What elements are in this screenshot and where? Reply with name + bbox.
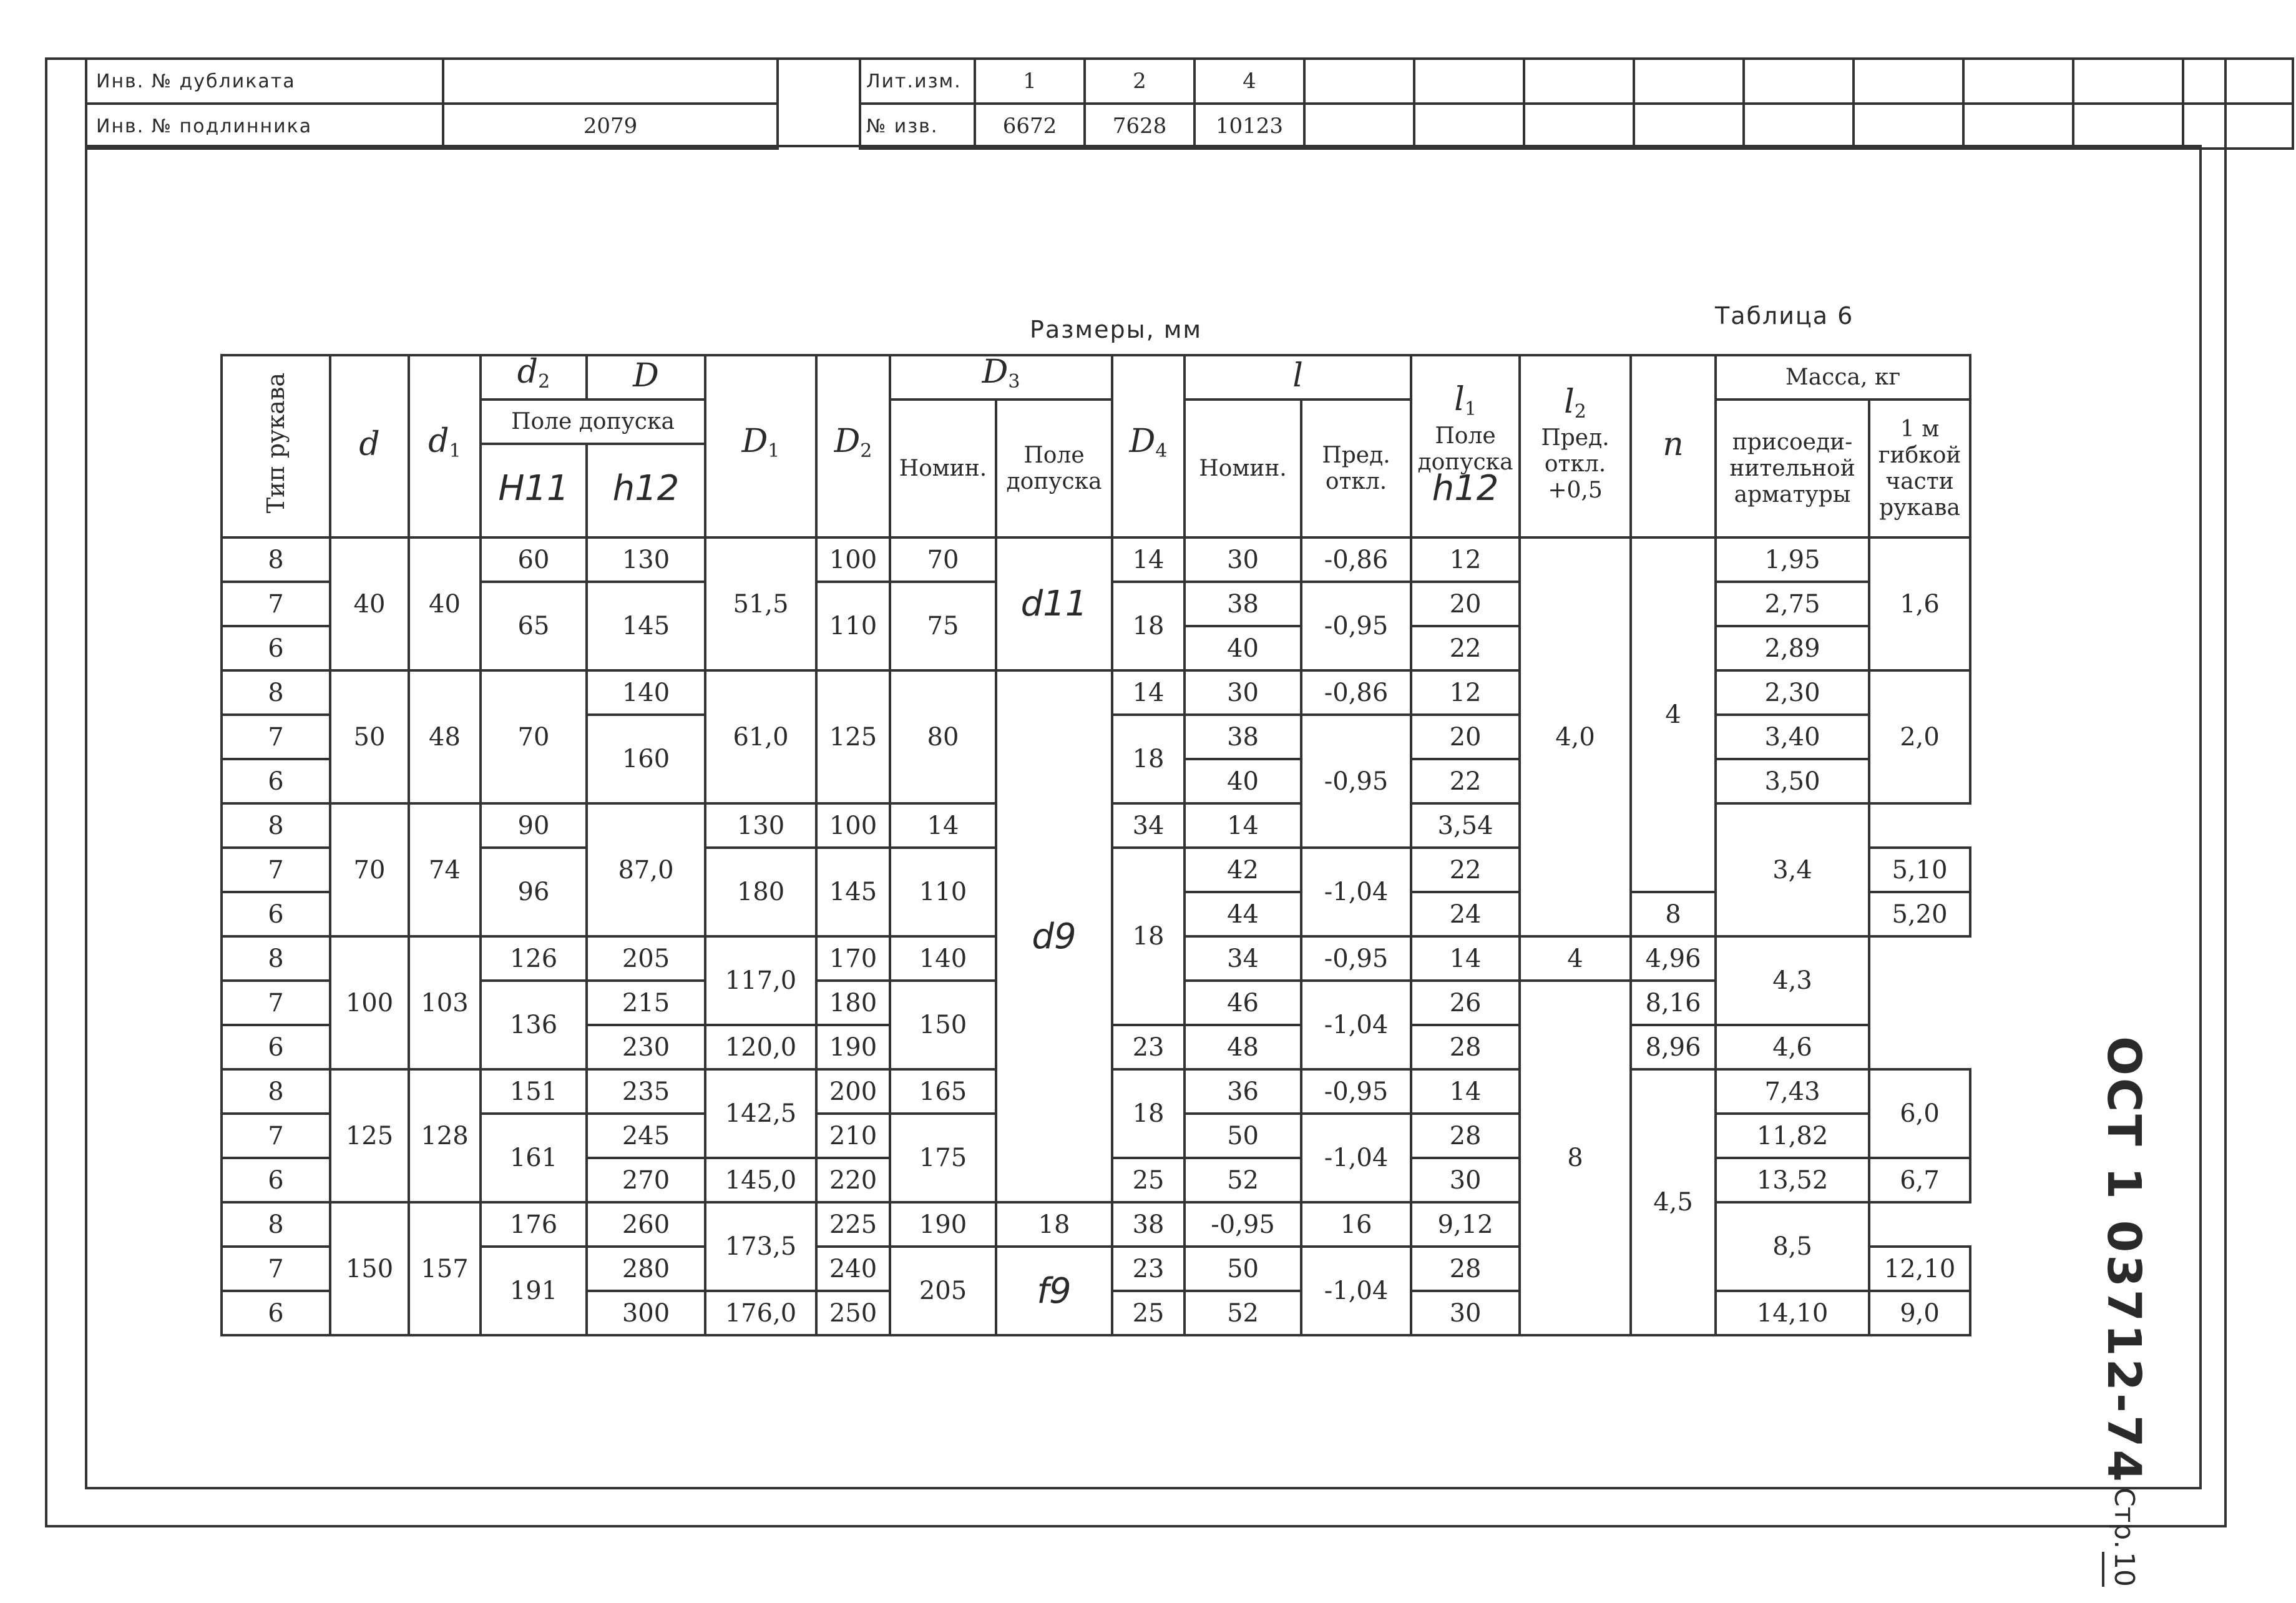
l2-cell: 4,5 <box>1631 1069 1716 1335</box>
mass-hose-cell: 8,5 <box>1716 1202 1869 1291</box>
izv-cell <box>1304 104 1414 149</box>
mass-fitting-cell: 5,10 <box>1869 848 1970 892</box>
l1-cell: 24 <box>1411 892 1520 936</box>
D2-cell: 210 <box>816 1114 890 1158</box>
d-cell: 50 <box>330 670 409 803</box>
D4-cell: 23 <box>1112 1025 1185 1069</box>
d2-cell: 70 <box>481 670 587 803</box>
D4-cell: 14 <box>890 803 996 848</box>
l1-cell: 14 <box>1411 1069 1520 1114</box>
D-cell: 235 <box>587 1069 705 1114</box>
l1-cell: 20 <box>1411 582 1520 626</box>
duplicate-label: Инв. № дубликата <box>86 59 443 104</box>
izv-cell <box>1414 104 1524 149</box>
mass-fitting-cell: 12,10 <box>1869 1247 1970 1291</box>
l-nom-cell: 36 <box>1185 1069 1301 1114</box>
D3-nom-cell: 140 <box>890 936 996 981</box>
lit-cell <box>1414 59 1524 104</box>
mass-fitting-cell: 7,43 <box>1716 1069 1869 1114</box>
type-cell: 7 <box>222 981 330 1025</box>
D2-cell: 240 <box>816 1247 890 1291</box>
D3-nom-cell: 110 <box>890 848 996 936</box>
lit-cell <box>1854 59 1963 104</box>
mass-hose-cell: 6,7 <box>1869 1158 1970 1202</box>
l-dev-cell: -0,95 <box>1185 1202 1301 1247</box>
d2-cell: 60 <box>481 537 587 582</box>
D1-cell: 176,0 <box>705 1291 816 1335</box>
d2-cell: 191 <box>481 1247 587 1335</box>
D4-cell: 18 <box>1112 1069 1185 1158</box>
header-d2: $d_2$ <box>481 355 587 400</box>
D-cell: 300 <box>587 1291 705 1335</box>
D-cell: 140 <box>587 670 705 715</box>
l1-cell: 28 <box>1411 1114 1520 1158</box>
D-cell: 260 <box>587 1202 705 1247</box>
mass-fitting-cell: 3,54 <box>1411 803 1520 848</box>
D4-cell: 18 <box>1112 582 1185 670</box>
original-label: Инв. № подлинника <box>86 104 443 149</box>
izv-row <box>860 104 2293 149</box>
l-nom-cell: 34 <box>1112 803 1185 848</box>
header-l-nomin: Номин. <box>1185 400 1301 537</box>
D2-cell: 170 <box>816 936 890 981</box>
l-dev-cell: -0,95 <box>1301 715 1411 848</box>
D2-cell: 250 <box>816 1291 890 1335</box>
type-cell: 6 <box>222 1158 330 1202</box>
type-cell: 6 <box>222 892 330 936</box>
type-cell: 8 <box>222 803 330 848</box>
mass-hose-cell: 3,4 <box>1716 803 1869 936</box>
mass-fitting-cell: 3,40 <box>1716 715 1869 759</box>
n-cell: 8 <box>1520 981 1631 1335</box>
lit-cell <box>1524 59 1634 104</box>
lit-label: Лит.изм. <box>860 59 975 104</box>
D4-cell: 25 <box>1112 1158 1185 1202</box>
header-D4: $D_4$ <box>1112 355 1185 537</box>
D-cell: 230 <box>587 1025 705 1069</box>
D2-cell: 200 <box>816 1069 890 1114</box>
header-D: D <box>587 355 705 400</box>
l-nom-cell: 52 <box>1185 1291 1301 1335</box>
type-cell: 6 <box>222 626 330 670</box>
D3-field-cell: d11 <box>996 537 1112 670</box>
mass-fitting-cell: 9,12 <box>1411 1202 1520 1247</box>
lit-cell <box>1304 59 1414 104</box>
l-dev-cell: -0,86 <box>1301 537 1411 582</box>
header-l-dev: Пред. откл. <box>1301 400 1411 537</box>
d2-cell: 65 <box>481 582 587 670</box>
D4-cell: 23 <box>1112 1247 1185 1291</box>
duplicate-row <box>86 59 778 104</box>
izv-cell <box>2183 104 2293 149</box>
D1-cell: 87,0 <box>587 803 705 936</box>
d-cell: 100 <box>330 936 409 1069</box>
d1-cell: 103 <box>409 936 481 1069</box>
izv-label: № изв. <box>860 104 975 149</box>
D-cell: 205 <box>587 936 705 981</box>
header-H11: H11 <box>481 444 587 537</box>
lit-cell <box>1634 59 1744 104</box>
d1-cell: 40 <box>409 537 481 670</box>
l1-cell: 22 <box>1411 848 1520 892</box>
D3-nom-cell: 205 <box>890 1247 996 1335</box>
l-nom-cell: 50 <box>1185 1247 1301 1291</box>
l-dev-cell: -0,95 <box>1301 936 1411 981</box>
header-l1: $l_1$ Поле допуска h12 <box>1411 355 1520 537</box>
l-nom-cell: 38 <box>1185 715 1301 759</box>
header-n: n <box>1631 355 1716 537</box>
mass-fitting-cell: 8,16 <box>1631 981 1716 1025</box>
D-cell: 280 <box>587 1247 705 1291</box>
d1-cell: 157 <box>409 1202 481 1335</box>
D3-nom-cell: 75 <box>890 582 996 670</box>
mass-fitting-cell: 14,10 <box>1716 1291 1869 1335</box>
D3-nom-cell: 165 <box>890 1069 996 1114</box>
type-cell: 6 <box>222 759 330 803</box>
lit-cell <box>1963 59 2073 104</box>
D-cell: 245 <box>587 1114 705 1158</box>
mass-hose-cell: 9,0 <box>1869 1291 1970 1335</box>
D3-nom-cell: 150 <box>890 981 996 1069</box>
D1-cell: 142,5 <box>705 1069 816 1158</box>
header-h12: h12 <box>587 444 705 537</box>
mass-hose-cell: 4,6 <box>1716 1025 1869 1069</box>
inventory-stamp <box>85 57 779 150</box>
header-mass-fitting: присоеди- нительной арматуры <box>1716 400 1869 537</box>
header-tolerance: Поле допуска <box>481 400 705 444</box>
l-dev-cell: -1,04 <box>1301 1247 1411 1335</box>
header-D3-nomin: Номин. <box>890 400 996 537</box>
type-cell: 8 <box>222 936 330 981</box>
l-nom-cell: 44 <box>1185 892 1301 936</box>
l-nom-cell: 40 <box>1185 626 1301 670</box>
D3-field-cell: f9 <box>996 1247 1112 1335</box>
type-cell: 8 <box>222 537 330 582</box>
l1-cell: 12 <box>1411 537 1520 582</box>
table-number: Таблица 6 <box>1715 302 1854 330</box>
l1-cell: 28 <box>1411 1247 1520 1291</box>
l-nom-cell: 38 <box>1185 582 1301 626</box>
mass-fitting-cell: 2,75 <box>1716 582 1869 626</box>
D2-cell: 190 <box>816 1025 890 1069</box>
type-cell: 7 <box>222 848 330 892</box>
l-nom-cell: 48 <box>1185 1025 1301 1069</box>
lit-cell: 1 <box>975 59 1085 104</box>
D4-cell: 14 <box>1112 537 1185 582</box>
D3-nom-cell: 190 <box>890 1202 996 1247</box>
header-mass-hose: 1 м гибкой части рукава <box>1869 400 1970 537</box>
n-cell: 8 <box>1631 892 1716 936</box>
d1-cell: 128 <box>409 1069 481 1202</box>
l1-cell: 14 <box>1411 936 1520 981</box>
D2-cell: 145 <box>816 848 890 936</box>
l1-cell: 20 <box>1411 715 1520 759</box>
d2-cell: 136 <box>481 981 587 1069</box>
D4-cell: 18 <box>996 1202 1112 1247</box>
lit-cell <box>1744 59 1854 104</box>
l-nom-cell: 30 <box>1185 670 1301 715</box>
D2-cell: 180 <box>816 981 890 1025</box>
type-cell: 8 <box>222 670 330 715</box>
type-cell: 8 <box>222 1069 330 1114</box>
l-nom-cell: 42 <box>1185 848 1301 892</box>
header-D1: $D_1$ <box>705 355 816 537</box>
izv-cell <box>2073 104 2183 149</box>
header-l2: $l_2$ Пред. откл. +0,5 <box>1520 355 1631 537</box>
d2-cell: 126 <box>481 936 587 981</box>
d-cell: 150 <box>330 1202 409 1335</box>
D-cell: 130 <box>587 537 705 582</box>
izv-cell: 10123 <box>1194 104 1304 149</box>
D2-cell: 100 <box>816 537 890 582</box>
D3-nom-cell: 70 <box>890 537 996 582</box>
type-cell: 7 <box>222 582 330 626</box>
lit-row <box>860 59 2293 104</box>
D4-cell: 18 <box>1112 848 1185 1025</box>
D2-cell: 220 <box>816 1158 890 1202</box>
d1-cell: 74 <box>409 803 481 936</box>
l-dev-cell: -1,04 <box>1301 981 1411 1069</box>
mass-hose-cell: 4,3 <box>1716 936 1869 1025</box>
izv-cell <box>1524 104 1634 149</box>
D1-cell: 120,0 <box>705 1025 816 1069</box>
l-nom-cell: 38 <box>1112 1202 1185 1247</box>
l1-cell: 22 <box>1411 759 1520 803</box>
revision-stamp <box>859 57 2294 150</box>
page-label: Стр. <box>2108 1487 2140 1549</box>
d2-cell: 96 <box>481 848 587 936</box>
d-cell: 70 <box>330 803 409 936</box>
D2-cell: 125 <box>816 670 890 803</box>
mass-hose-cell: 1,6 <box>1869 537 1970 670</box>
D-cell: 180 <box>705 848 816 936</box>
n-cell: 4 <box>1631 537 1716 892</box>
l1-cell: 14 <box>1185 803 1301 848</box>
izv-cell <box>1854 104 1963 149</box>
D3-field-cell: d9 <box>996 670 1112 1202</box>
D-cell: 215 <box>587 981 705 1025</box>
d2-cell: 176 <box>481 1202 587 1247</box>
d2-cell: 90 <box>481 803 587 848</box>
page-number: 10 <box>2102 1552 2140 1587</box>
l1-cell: 16 <box>1301 1202 1411 1247</box>
l1-cell: 30 <box>1411 1291 1520 1335</box>
D2-cell: 130 <box>705 803 816 848</box>
mass-fitting-cell: 2,89 <box>1716 626 1869 670</box>
l-dev-cell: -1,04 <box>1301 848 1411 936</box>
lit-cell <box>2183 59 2293 104</box>
l1-cell: 26 <box>1411 981 1520 1025</box>
izv-cell <box>1963 104 2073 149</box>
type-cell: 7 <box>222 1114 330 1158</box>
mass-hose-cell: 2,0 <box>1869 670 1970 803</box>
l1-cell: 12 <box>1411 670 1520 715</box>
D-cell: 145 <box>587 582 705 670</box>
l-dev-cell: -0,95 <box>1301 1069 1411 1114</box>
header-d: d <box>330 355 409 537</box>
D4-cell: 18 <box>1112 715 1185 803</box>
izv-cell: 6672 <box>975 104 1085 149</box>
D1-cell: 51,5 <box>705 537 816 670</box>
l-nom-cell: 34 <box>1185 936 1301 981</box>
l1-cell: 22 <box>1411 626 1520 670</box>
izv-cell <box>1634 104 1744 149</box>
lit-cell <box>2073 59 2183 104</box>
type-cell: 7 <box>222 1247 330 1291</box>
original-row <box>86 104 778 149</box>
l-dev-cell: -0,86 <box>1301 670 1411 715</box>
mass-fitting-cell: 4,96 <box>1631 936 1716 981</box>
type-cell: 7 <box>222 715 330 759</box>
D4-cell: 25 <box>1112 1291 1185 1335</box>
mass-fitting-cell: 11,82 <box>1716 1114 1869 1158</box>
D1-cell: 61,0 <box>705 670 816 803</box>
units-caption: Размеры, мм <box>1030 316 1203 343</box>
header-d1: $d_1$ <box>409 355 481 537</box>
D1-cell: 145,0 <box>705 1158 816 1202</box>
l-dev-cell: -0,95 <box>1301 582 1411 670</box>
lit-cell: 2 <box>1085 59 1194 104</box>
D1-cell: 173,5 <box>705 1202 816 1291</box>
standard-code: ОСТ 1 03712-74 <box>2097 1036 2151 1484</box>
original-value: 2079 <box>443 104 778 149</box>
D-cell: 160 <box>587 715 705 803</box>
mass-fitting-cell: 5,20 <box>1869 892 1970 936</box>
type-cell: 8 <box>222 1202 330 1247</box>
D-cell: 270 <box>587 1158 705 1202</box>
D3-nom-cell: 100 <box>816 803 890 848</box>
header-D3-field: Поле допуска <box>996 400 1112 537</box>
D2-cell: 225 <box>816 1202 890 1247</box>
d-cell: 125 <box>330 1069 409 1202</box>
d1-cell: 48 <box>409 670 481 803</box>
header-D2: $D_2$ <box>816 355 890 537</box>
D4-cell: 14 <box>1112 670 1185 715</box>
table-row <box>222 537 1970 582</box>
header-l: l <box>1185 355 1411 400</box>
header-D3: $D_3$ <box>890 355 1112 400</box>
header-mass: Масса, кг <box>1716 355 1970 400</box>
mass-fitting-cell: 13,52 <box>1716 1158 1869 1202</box>
dimensions-table <box>220 354 1971 1336</box>
d2-cell: 151 <box>481 1069 587 1114</box>
D3-nom-cell: 80 <box>890 670 996 803</box>
l-nom-cell: 40 <box>1185 759 1301 803</box>
izv-cell <box>1744 104 1854 149</box>
l-nom-cell: 50 <box>1185 1114 1301 1158</box>
type-cell: 6 <box>222 1291 330 1335</box>
d2-cell: 161 <box>481 1114 587 1202</box>
mass-fitting-cell: 1,95 <box>1716 537 1869 582</box>
mass-hose-cell: 6,0 <box>1869 1069 1970 1158</box>
n-cell: 4 <box>1520 936 1631 981</box>
header-type: Тип рукава <box>222 355 330 537</box>
type-cell: 6 <box>222 1025 330 1069</box>
d-cell: 40 <box>330 537 409 670</box>
l-nom-cell: 46 <box>1185 981 1301 1025</box>
l-nom-cell: 52 <box>1185 1158 1301 1202</box>
l2-cell: 4,0 <box>1520 537 1631 936</box>
mass-fitting-cell: 3,50 <box>1716 759 1869 803</box>
l-nom-cell: 30 <box>1185 537 1301 582</box>
mass-fitting-cell: 8,96 <box>1631 1025 1716 1069</box>
D1-cell: 117,0 <box>705 936 816 1025</box>
izv-cell: 7628 <box>1085 104 1194 149</box>
duplicate-value <box>443 59 778 104</box>
D3-nom-cell: 175 <box>890 1114 996 1202</box>
l1-cell: 30 <box>1411 1158 1520 1202</box>
D2-cell: 110 <box>816 582 890 670</box>
document-code <box>2097 1036 2151 1587</box>
mass-fitting-cell: 2,30 <box>1716 670 1869 715</box>
l-dev-cell: -1,04 <box>1301 1114 1411 1202</box>
l1-cell: 28 <box>1411 1025 1520 1069</box>
lit-cell: 4 <box>1194 59 1304 104</box>
